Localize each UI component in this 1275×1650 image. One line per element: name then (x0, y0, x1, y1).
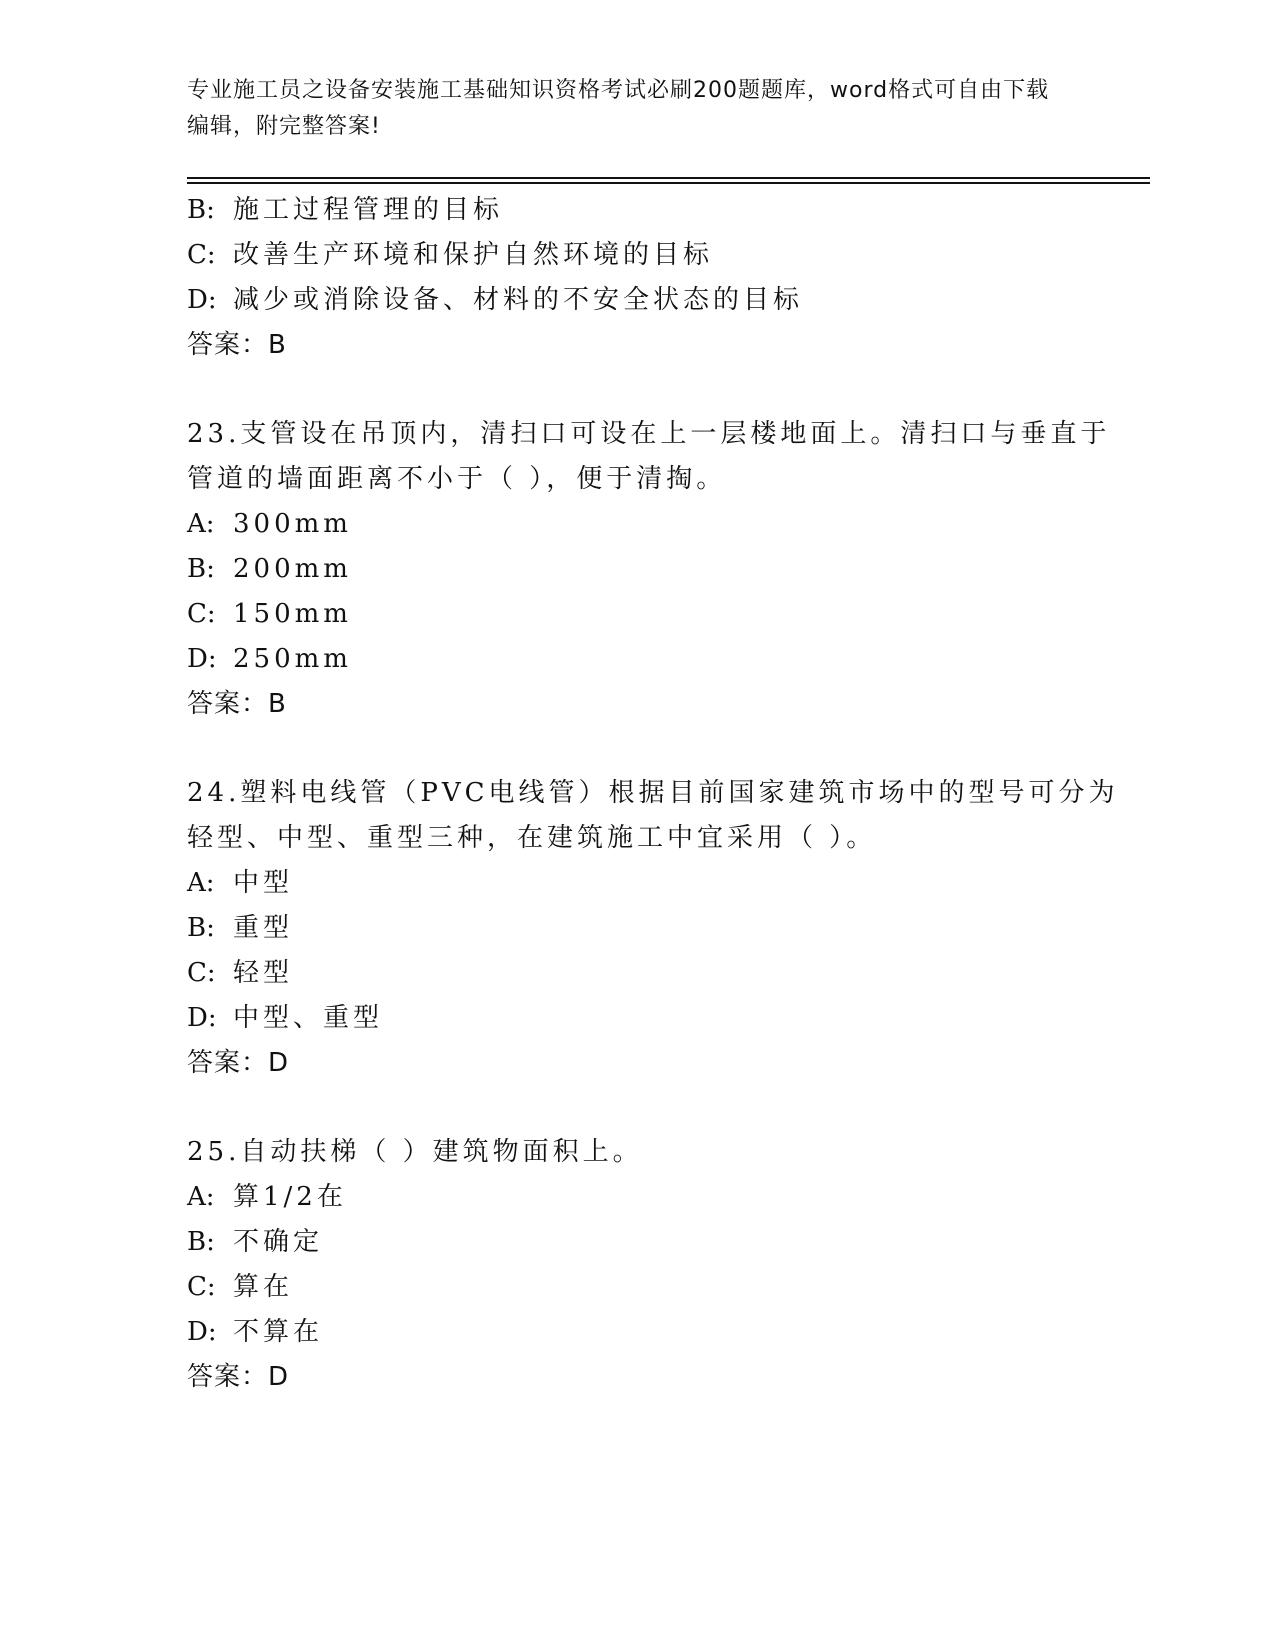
option-c (187, 956, 293, 990)
option-c (187, 1270, 293, 1304)
option-d (187, 283, 803, 317)
option-text: 中型 (233, 868, 294, 898)
question-24-stem-line-2: 轻型、中型、重型三种，在建筑施工中宜采用（ ）。 (187, 823, 877, 853)
option-letter: C: (187, 599, 216, 629)
option-text: 施工过程管理的目标 (233, 195, 504, 225)
option-letter: D: (187, 1003, 217, 1033)
option-a (187, 866, 293, 900)
option-letter: B: (187, 554, 215, 584)
option-letter: D: (187, 644, 217, 674)
option-d (187, 642, 352, 676)
option-b (187, 552, 352, 586)
option-letter: B: (187, 913, 215, 943)
option-letter: A: (187, 509, 215, 539)
answer-line: 答案：B (187, 330, 287, 360)
option-text: 减少或消除设备、材料的不安全状态的目标 (233, 285, 804, 315)
option-letter: C: (187, 240, 216, 270)
header-rule-top (187, 177, 1150, 179)
option-letter: D: (187, 1317, 217, 1347)
option-c (187, 238, 713, 272)
option-text: 300mm (233, 509, 352, 539)
option-text: 算1/2在 (233, 1182, 347, 1212)
option-letter: B: (187, 195, 215, 225)
answer-line: 答案：B (187, 689, 287, 719)
option-text: 不算在 (233, 1317, 324, 1347)
option-letter: D: (187, 285, 217, 315)
option-d (187, 1315, 323, 1349)
option-text: 不确定 (233, 1227, 324, 1257)
option-letter: C: (187, 958, 216, 988)
option-text: 重型 (233, 913, 294, 943)
option-text: 200mm (233, 554, 352, 584)
option-b (187, 193, 503, 227)
option-a (187, 1180, 347, 1214)
question-25-stem-line-1: 25.自动扶梯（ ）建筑物面积上。 (187, 1137, 643, 1167)
option-b (187, 911, 293, 945)
option-b (187, 1225, 323, 1259)
option-text: 轻型 (233, 958, 294, 988)
answer-line: 答案：D (187, 1362, 290, 1392)
option-letter: A: (187, 1182, 215, 1212)
answer-line: 答案：D (187, 1048, 290, 1078)
option-c (187, 597, 352, 631)
question-23-stem-line-1: 23.支管设在吊顶内，清扫口可设在上一层楼地面上。清扫口与垂直于 (187, 419, 1111, 449)
question-24-stem-line-1: 24.塑料电线管（PVC电线管）根据目前国家建筑市场中的型号可分为 (187, 778, 1119, 808)
document-header: 专业施工员之设备安装施工基础知识资格考试必刷200题题库，word格式可自由下载编辑，附完整答案! (187, 78, 1050, 139)
option-text: 150mm (233, 599, 352, 629)
option-letter: C: (187, 1272, 216, 1302)
option-text: 250mm (233, 644, 352, 674)
header-rule-bottom (187, 182, 1150, 184)
option-d (187, 1001, 383, 1035)
option-a (187, 507, 352, 541)
option-letter: A: (187, 868, 215, 898)
option-letter: B: (187, 1227, 215, 1257)
option-text: 改善生产环境和保护自然环境的目标 (233, 240, 714, 270)
question-23-stem-line-2: 管道的墙面距离不小于（ ），便于清掏。 (187, 464, 727, 494)
option-text: 算在 (233, 1272, 294, 1302)
option-text: 中型、重型 (233, 1003, 384, 1033)
